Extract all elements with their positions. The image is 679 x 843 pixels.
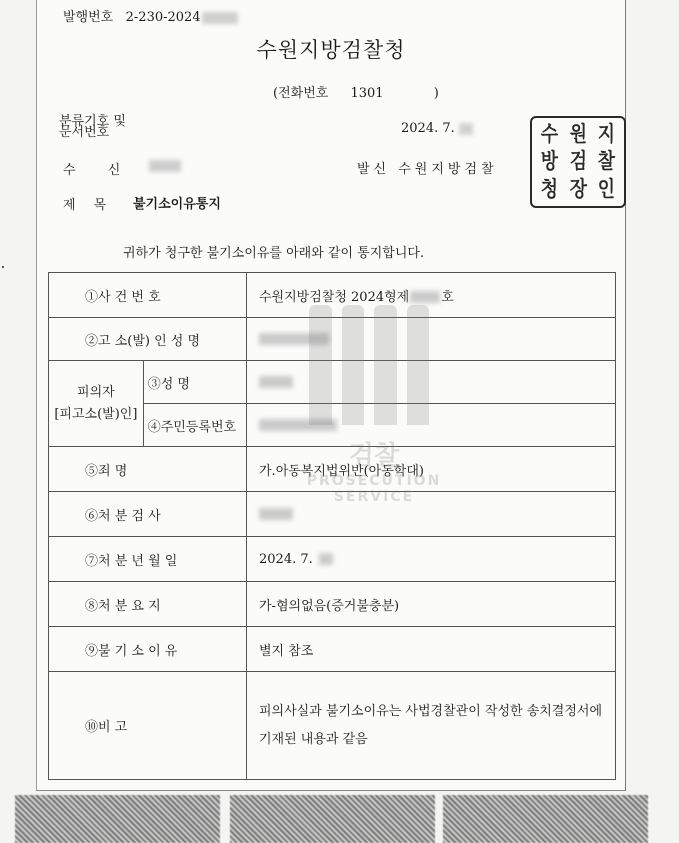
watermark-english: PROSECUTION SERVICE	[306, 473, 442, 505]
table-row	[49, 447, 616, 492]
remarks-value	[247, 672, 616, 780]
receiver-label: 수 신	[63, 163, 135, 178]
table-row	[49, 318, 616, 361]
remarks-line-2: 기재된 내용과 같음	[259, 731, 368, 747]
phone-number: 1301	[350, 86, 384, 101]
seal-char: 인	[598, 175, 616, 201]
case-no-value	[247, 273, 616, 318]
table-row	[49, 627, 616, 672]
redacted-block	[459, 123, 473, 135]
case-no-label	[49, 273, 247, 318]
prosecutor-label	[49, 492, 247, 537]
disposition-date-label	[49, 537, 247, 582]
label-text: ②고 소(발) 인 성 명	[85, 333, 201, 349]
classification-line-2: 문서번호	[59, 125, 110, 140]
table-row	[49, 492, 616, 537]
case-no-suffix: 호	[441, 289, 454, 305]
label-text: ⑧처 분 요 지	[85, 598, 161, 614]
document-date	[401, 121, 473, 136]
suspect-name-label	[143, 361, 246, 404]
label-text: ⑩비 고	[85, 720, 128, 735]
redacted-stamp-3	[443, 795, 648, 843]
issue-value: 2-230-2024	[125, 10, 201, 25]
table-row	[49, 361, 616, 404]
label-text: ③성 명	[147, 376, 190, 392]
redacted-stamp-1	[15, 795, 220, 843]
redacted-block	[259, 333, 329, 345]
redacted-stamp-2	[230, 795, 435, 843]
redacted-block	[259, 508, 293, 520]
document-date-value: 2024. 7.	[401, 121, 455, 136]
redacted-block	[259, 419, 337, 431]
redacted-block	[149, 160, 181, 172]
label-text: ①사 건 번 호	[85, 289, 161, 305]
notice-table	[48, 272, 616, 780]
phone-label: (전화번호	[273, 86, 329, 101]
classification-label	[59, 116, 126, 138]
remarks-label	[49, 672, 247, 780]
label-text: ⑦처 분 년 월 일	[85, 553, 178, 569]
table-row	[49, 672, 616, 780]
suspect-id-label	[143, 404, 246, 447]
case-no-text: 수원지방검찰청 2024형제	[259, 289, 410, 305]
official-seal	[530, 116, 626, 208]
phone-line	[273, 82, 439, 101]
scan-mark	[2, 266, 4, 268]
document-page	[36, 0, 626, 791]
watermark-korean: 검찰	[348, 441, 400, 471]
table-row	[49, 582, 616, 627]
suspect-name-value	[247, 361, 616, 404]
subject-label-1: 제	[63, 198, 76, 213]
seal-char: 장	[569, 175, 587, 201]
label-text: ④주민등록번호	[147, 419, 237, 435]
remarks-line-1: 피의사실과 불기소이유는 사법경찰관이 작성한 송치결정서에	[259, 703, 603, 719]
redacted-block	[202, 12, 238, 24]
redacted-block	[259, 376, 293, 388]
label-text: ⑨불 기 소 이 유	[85, 643, 178, 659]
reason-label	[49, 627, 247, 672]
disposition-value: 가-혐의없음(증거불충분)	[247, 582, 616, 627]
label-text: ⑥처 분 검 사	[85, 508, 161, 524]
seal-char: 원	[569, 121, 587, 146]
sender: 발신 수원지방검찰	[357, 162, 498, 177]
agency-title: 수원지방검찰청	[256, 38, 406, 62]
seal-char: 지	[598, 121, 616, 146]
disposition-label	[49, 582, 247, 627]
label-text: ⑤죄 명	[85, 463, 128, 479]
phone-close: )	[433, 86, 439, 101]
disposition-date-value	[247, 537, 616, 582]
table-row	[49, 537, 616, 582]
issue-label: 발행번호	[63, 10, 114, 25]
issue-number	[63, 6, 238, 25]
suspect-group-label	[49, 361, 144, 447]
seal-char: 방	[540, 148, 558, 174]
table-row	[49, 273, 616, 318]
prosecutor-value	[247, 492, 616, 537]
subject: 불기소이유통지	[133, 197, 221, 212]
crime-value: 가.아동복지법위반(아동학대)	[247, 447, 616, 492]
intro-text: 귀하가 청구한 불기소이유를 아래와 같이 통지합니다.	[123, 246, 425, 261]
suspect-group-2: [피고소(발)인]	[54, 406, 138, 422]
suspect-group-1: 피의자	[77, 384, 115, 400]
seal-char: 청	[540, 175, 558, 201]
seal-char: 검	[569, 148, 587, 174]
complainant-value	[247, 318, 616, 361]
redacted-block	[410, 291, 440, 303]
complainant-label	[49, 318, 247, 361]
disposition-date-text: 2024. 7.	[259, 551, 313, 567]
seal-char: 수	[540, 121, 558, 146]
reason-value: 별지 참조	[247, 627, 616, 672]
seal-char: 찰	[598, 148, 616, 174]
suspect-id-value	[247, 404, 616, 447]
classification-line-1: 분류기호 및	[59, 114, 126, 129]
subject-label-2: 목	[93, 198, 107, 213]
redacted-block	[319, 553, 333, 565]
crime-label	[49, 447, 247, 492]
subject-label	[63, 194, 106, 213]
